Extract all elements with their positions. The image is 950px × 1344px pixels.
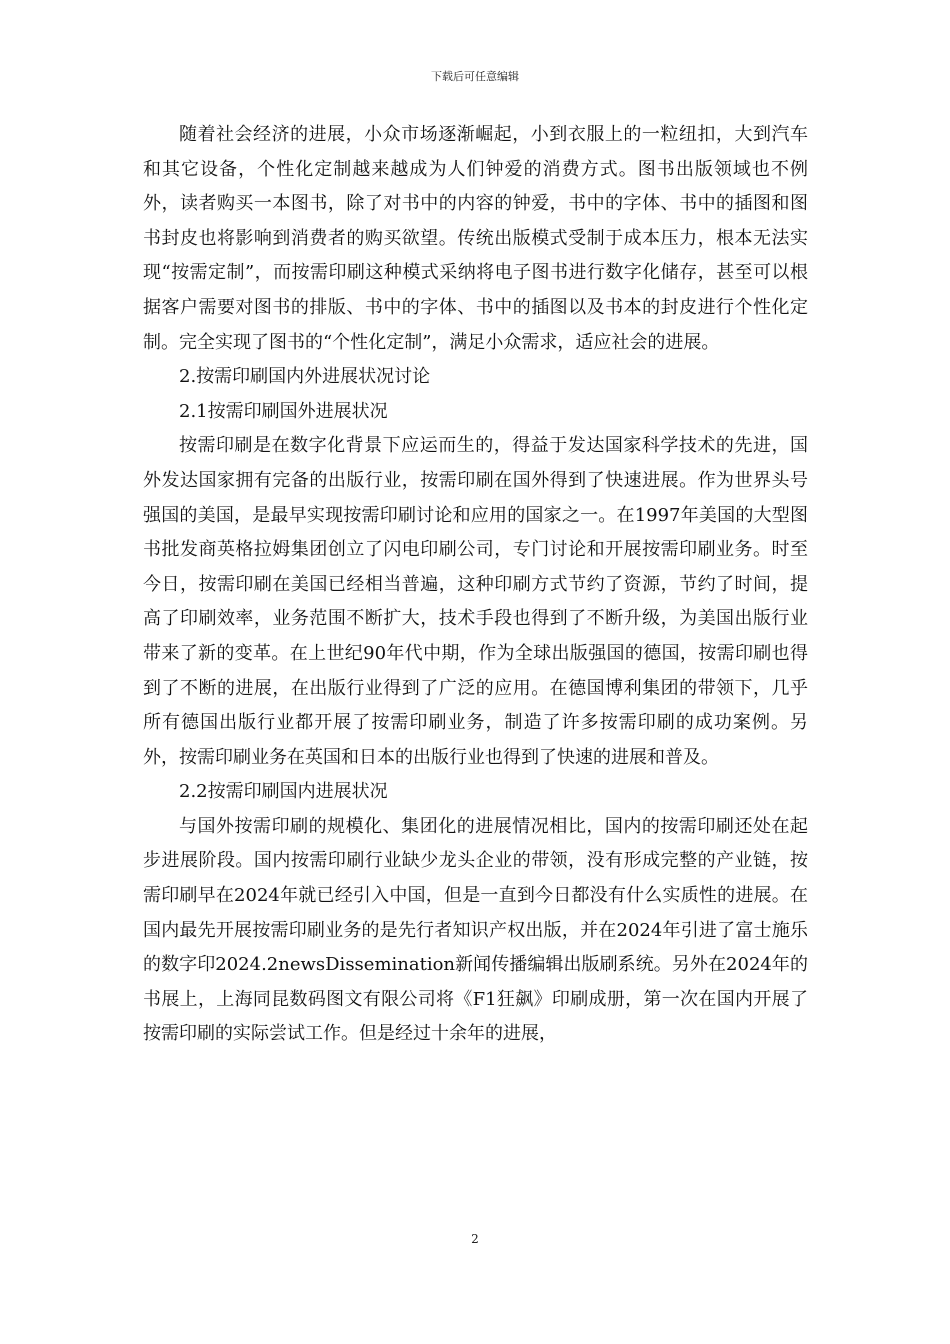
paragraph-foreign-status: 按需印刷是在数字化背景下应运而生的，得益于发达国家科学技术的先进，国外发达国家拥有完备的出版行业，按需印刷在国外得到了快速进展。作为世界头号强国的美国，是最早实现按需印刷讨论和应用的国家之一。在1997年美国的大型图书批发商英格拉姆集团创立了闪电印刷公司，专门讨论和开展按需印刷业务。时至今日，按需印刷在美国已经相当普遍，这种印刷方式节约了资源，节约了时间，提高了印刷效率，业务范围不断扩大，技术手段也得到了不断升级，为美国出版行业带来了新的变革。在上世纪90年代中期，作为全球出版强国的德国，按需印刷也得到了不断的进展，在出版行业得到了广泛的应用。在德国博利集团的带领下，几乎所有德国出版行业都开展了按需印刷业务，制造了许多按需印刷的成功案例。另外，按需印刷业务在英国和日本的出版行业也得到了快速的进展和普及。 xyxy=(143,435,808,768)
page-header: 下载后可任意编辑 xyxy=(431,70,519,83)
section-heading-2: 2.按需印刷国内外进展状况讨论 xyxy=(179,366,431,388)
subsection-heading-2-1: 2.1按需印刷国外进展状况 xyxy=(179,400,388,422)
document-body xyxy=(143,118,808,1052)
subsection-heading-2-2: 2.2按需印刷国内进展状况 xyxy=(179,781,388,803)
paragraph-intro: 随着社会经济的进展，小众市场逐渐崛起，小到衣服上的一粒纽扣，大到汽车和其它设备，个性化定制越来越成为人们钟爱的消费方式。图书出版领域也不例外，读者购买一本图书，除了对书中的内容的钟爱，书中的字体、书中的插图和图书封皮也将影响到消费者的购买欲望。传统出版模式受制于成本压力，根本无法实现“按需定制”，而按需印刷这种模式采纳将电子图书进行数字化储存，甚至可以根据客户需要对图书的排版、书中的字体、书中的插图以及书本的封皮进行个性化定制。完全实现了图书的“个性化定制”，满足小众需求，适应社会的进展。 xyxy=(143,124,808,353)
page-number: 2 xyxy=(471,1232,479,1246)
paragraph-domestic-status: 与国外按需印刷的规模化、集团化的进展情况相比，国内的按需印刷还处在起步进展阶段。国内按需印刷行业缺少龙头企业的带领，没有形成完整的产业链，按需印刷早在2024年就已经引入中国，但是一直到今日都没有什么实质性的进展。在国内最先开展按需印刷业务的是先行者知识产权出版，并在2024年引进了富士施乐的数字印2024.2newsDissemination新闻传播编辑出版刷系统。另外在2024年的书展上，上海同昆数码图文有限公司将《F1狂飙》印刷成册，第一次在国内开展了按需印刷的实际尝试工作。但是经过十余年的进展， xyxy=(143,815,808,1045)
